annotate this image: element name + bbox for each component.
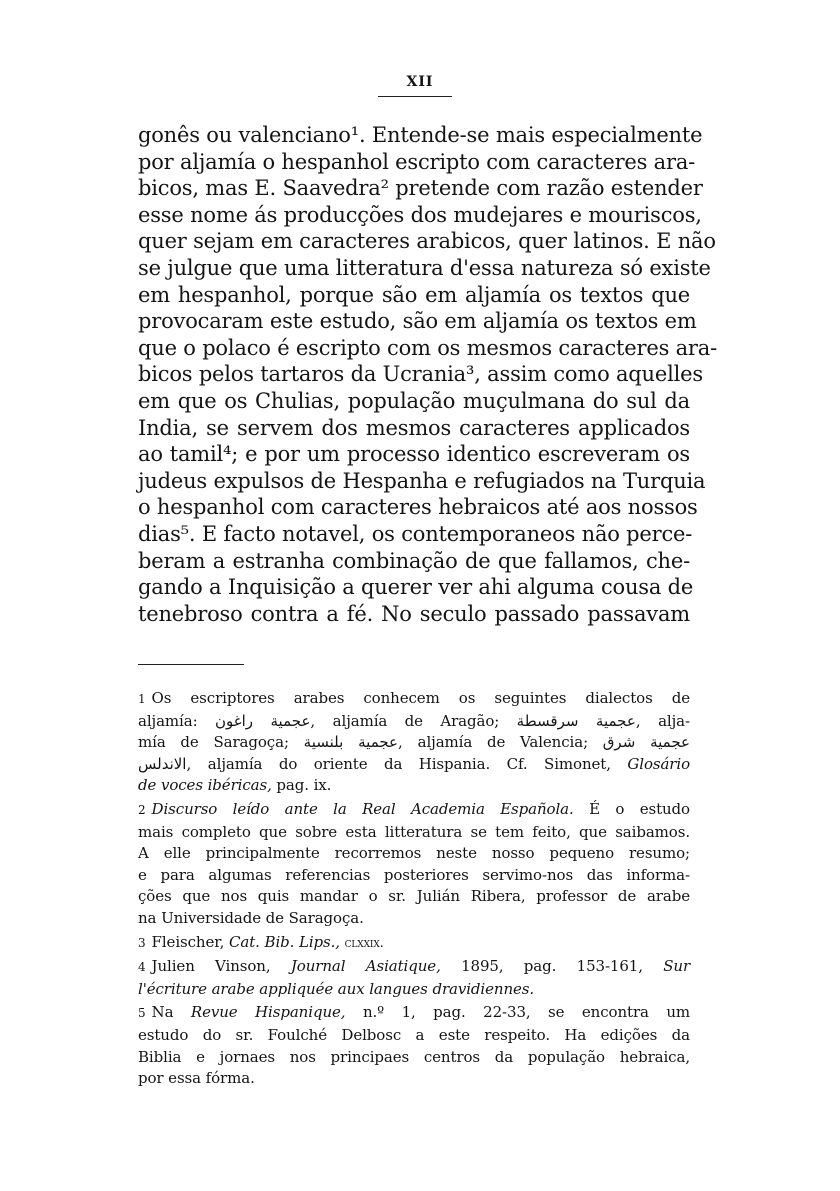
body-line: gonês ou valenciano¹. Entende-se mais especialmente	[138, 123, 703, 147]
footnote-text: Fleischer,	[151, 932, 225, 951]
footnote-text: ções que nos quis mandar o sr. Julián Ribera, professor de arabe	[138, 887, 690, 906]
body-line: ao tamil⁴; e por um processo identico escreveram os	[138, 442, 690, 467]
footnote-text: aljamía:	[138, 711, 198, 730]
page-number: XII	[406, 74, 434, 90]
footnote-number: 2	[138, 802, 146, 817]
footnote-italic: Cat. Bib. Lips.,	[229, 932, 340, 951]
body-line: judeus expulsos de Hespanha e refugiados na Turquia	[138, 468, 706, 493]
footnote-text: n.º 1, pag. 22-33, se encontra um	[362, 1003, 691, 1022]
footnote-text: Os escriptores arabes conhecem os seguintes dialectos de	[151, 689, 690, 707]
body-line: India, se servem dos mesmos caracteres applicados	[138, 415, 690, 440]
body-line: provocaram este estudo, são em aljamía os textos em	[138, 309, 697, 334]
arabic-text: عجمية شرق	[602, 733, 690, 752]
body-line: esse nome ás producções dos mudejares e mouriscos,	[138, 202, 702, 227]
footnote-2	[138, 799, 690, 930]
footnote-text: , aljamía do oriente da Hispania. Cf. Simonet,	[186, 754, 611, 773]
footnote-3	[138, 932, 690, 955]
arabic-text: عجمية سرقسطة	[516, 711, 636, 730]
body-line: se julgue que uma litteratura d'essa natureza só existe	[138, 255, 711, 280]
footnote-text: Julien Vinson,	[151, 957, 271, 976]
body-line: bicos pelos tartaros da Ucrania³, assim como aquelles	[138, 362, 703, 387]
body-line: dias⁵. E facto notavel, os contemporaneos não perce-	[138, 521, 693, 546]
footnote-italic: Journal Asiatique,	[290, 957, 441, 976]
footnote-italic: Discurso leído ante la Real Academia Española.	[151, 799, 574, 818]
footnote-text: e para algumas referencias posteriores servimo-nos das informa-	[138, 865, 690, 884]
footnote-text: , alja-	[635, 711, 690, 730]
footnote-text: estudo do sr. Foulché Delbosc a este respeito. Ha edições da	[138, 1025, 690, 1044]
header-rule	[378, 96, 452, 97]
body-line: que o polaco é escripto com os mesmos caracteres ara-	[138, 335, 717, 360]
footnote-rule	[138, 664, 244, 665]
footnote-4	[138, 956, 690, 1000]
footnote-text: , aljamía de Valencia;	[398, 733, 589, 752]
footnote-text: Biblia e jornaes nos principaes centros da população hebraica,	[138, 1047, 690, 1066]
footnote-italic: l'écriture arabe appliquée aux langues dravidiennes.	[138, 979, 535, 998]
footnote-text: por essa fórma.	[138, 1069, 255, 1088]
footnote-text: mía de Saragoça;	[138, 733, 289, 752]
footnote-text: É o estudo	[589, 799, 690, 818]
footnote-text: Na	[151, 1003, 174, 1022]
arabic-text: عجمية بلنسية	[303, 733, 398, 752]
body-line: em que os Chulias, população muçulmana do sul da	[138, 388, 690, 413]
main-text	[138, 122, 717, 627]
footnote-text: , aljamía de Aragão;	[310, 711, 500, 730]
body-line: em hespanhol, porque são em aljamía os textos que	[138, 282, 690, 307]
footnote-5	[138, 1002, 690, 1089]
body-line: beram a estranha combinação de que fallamos, che-	[138, 548, 690, 573]
footnote-italic: de voces ibéricas,	[138, 776, 272, 795]
body-line: tenebroso contra a fé. No seculo passado passavam	[138, 601, 690, 626]
body-line: por aljamía o hespanhol escripto com caracteres ara-	[138, 149, 696, 174]
body-line: bicos, mas E. Saavedra² pretende com razão estender	[138, 176, 703, 201]
footnote-number: 3	[138, 935, 146, 950]
footnote-number: 4	[138, 960, 146, 975]
body-line: quer sejam em caracteres arabicos, quer latinos. E não	[138, 229, 716, 254]
footnotes	[138, 688, 690, 1092]
footnote-italic: Sur	[663, 957, 691, 976]
footnote-text: 1895, pag. 153-161,	[461, 957, 643, 976]
footnote-text: na Universidade de Saragoça.	[138, 908, 364, 927]
footnote-text: pag. ix.	[276, 776, 332, 795]
footnote-1	[138, 688, 690, 797]
body-line: gando a Inquisição a querer ver ahi alguma cousa de	[138, 575, 694, 600]
arabic-text: الاندلس	[138, 754, 187, 773]
footnote-number: 1	[138, 692, 146, 706]
footnote-text: clxxix.	[344, 935, 384, 951]
body-line: o hespanhol com caracteres hebraicos até aos nossos	[138, 495, 698, 520]
footnote-italic: Glosário	[627, 754, 691, 773]
footnote-text: A elle principalmente recorremos neste nosso pequeno resumo;	[138, 844, 690, 863]
footnote-italic: Revue Hispanique,	[190, 1003, 346, 1022]
footnote-number: 5	[138, 1006, 146, 1021]
arabic-text: عجمية راغون	[214, 711, 311, 730]
footnote-text: mais completo que sobre esta litteratura se tem feito, que saibamos.	[138, 822, 690, 841]
